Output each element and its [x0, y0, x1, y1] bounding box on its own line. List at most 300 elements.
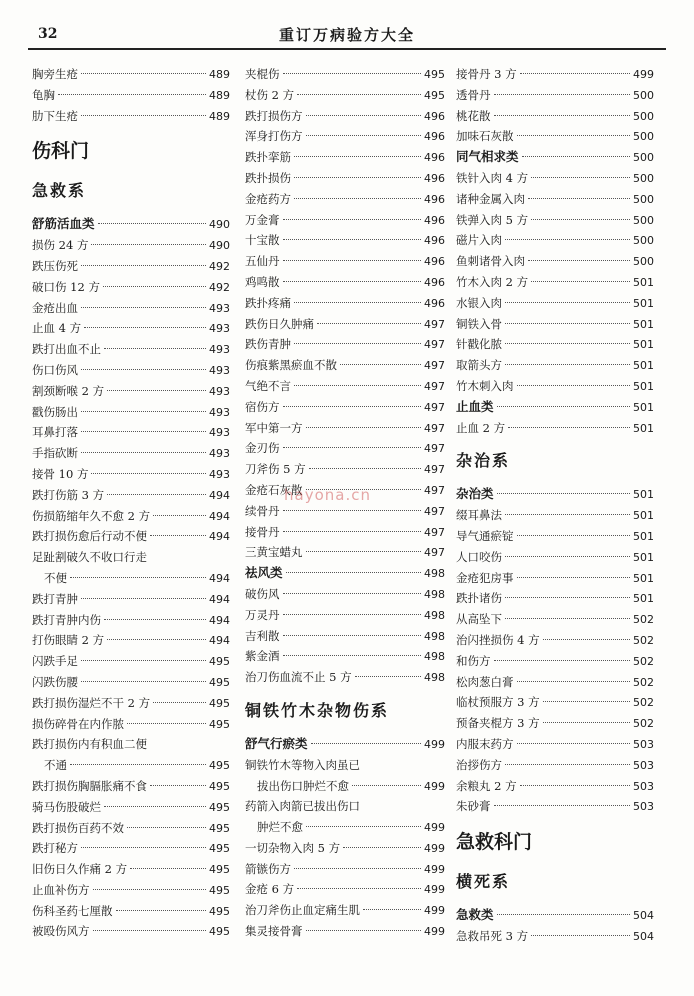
- toc-entry: [245, 817, 445, 838]
- toc-entry: [456, 376, 654, 397]
- entry-page-number: 497: [424, 504, 445, 518]
- dot-leader: [543, 722, 630, 723]
- entry-title: 导气通瘀锭: [456, 528, 514, 543]
- entry-page-number: 493: [209, 301, 230, 315]
- entry-title: 戳伤肠出: [32, 404, 78, 419]
- dot-leader: [522, 156, 630, 157]
- entry-page-number: 501: [633, 529, 654, 543]
- entry-title: 止血 4 方: [32, 321, 82, 336]
- dot-leader: [317, 323, 421, 324]
- dot-leader: [505, 302, 630, 303]
- toc-entry: [245, 418, 445, 439]
- entry-title: 跌扑疼痛: [245, 295, 291, 310]
- dot-leader: [520, 73, 630, 74]
- entry-title: 胸旁生疮: [32, 67, 78, 81]
- entry-page-number: 501: [633, 509, 654, 523]
- entry-page-number: 497: [424, 379, 445, 393]
- dot-leader: [127, 723, 206, 724]
- toc-entry: [245, 796, 445, 817]
- category-entry: [456, 397, 654, 418]
- entry-title: 夹棍伤: [245, 67, 280, 81]
- dot-leader: [283, 219, 422, 220]
- entry-page-number: 497: [424, 317, 445, 331]
- entry-page-number: 496: [424, 275, 445, 289]
- entry-title: 水银入肉: [456, 295, 502, 310]
- toc-entry: [456, 776, 654, 797]
- dot-leader: [497, 493, 630, 494]
- entry-title: 余粮丸 2 方: [456, 778, 517, 793]
- subsection-heading: 横死系: [456, 872, 511, 892]
- dot-leader: [81, 452, 206, 453]
- toc-entry: [245, 85, 445, 106]
- entry-page-number: 493: [209, 343, 230, 357]
- toc-entry: [32, 443, 230, 464]
- entry-title: 破口伤 12 方: [32, 279, 100, 294]
- dot-leader: [543, 639, 630, 640]
- toc-entry: [456, 230, 654, 251]
- toc-entry: [32, 422, 230, 443]
- entry-page-number: 495: [209, 904, 230, 918]
- dot-leader: [150, 535, 206, 536]
- dot-leader: [297, 888, 421, 889]
- dot-leader: [107, 494, 206, 495]
- entry-title: 宿伤方: [245, 399, 280, 414]
- entry-page-number: 504: [633, 909, 654, 923]
- entry-title: 桃花散: [456, 108, 491, 123]
- toc-entry: [456, 251, 654, 272]
- entry-page-number: 490: [209, 239, 230, 253]
- entry-title: 金疮石灰散: [245, 482, 303, 497]
- category-entry: [32, 214, 230, 235]
- entry-title: 破伤风: [245, 586, 280, 601]
- toc-entry: [456, 796, 654, 817]
- entry-title: 针戳化脓: [456, 337, 502, 352]
- dot-leader: [505, 514, 630, 515]
- toc-entry: [456, 189, 654, 210]
- dot-leader: [81, 598, 206, 599]
- dot-leader: [93, 930, 207, 931]
- entry-title: 金疮 6 方: [245, 882, 295, 897]
- entry-title: 接骨 10 方: [32, 466, 89, 481]
- entry-title: 打伤眼睛 2 方: [32, 633, 105, 648]
- toc-entry: [32, 360, 230, 381]
- entry-title: 箭镞伤方: [245, 861, 291, 876]
- entry-page-number: 494: [209, 530, 230, 544]
- entry-title: 预备夹棍方 3 方: [456, 716, 540, 731]
- dot-leader: [306, 551, 422, 552]
- toc-entry: [32, 921, 230, 942]
- entry-title: 伤痕紫黑瘀血不散: [245, 358, 337, 373]
- entry-title: 杂治类: [456, 486, 494, 502]
- dot-leader: [283, 614, 422, 615]
- toc-entry: [456, 355, 654, 376]
- entry-page-number: 497: [424, 400, 445, 414]
- entry-page-number: 502: [633, 675, 654, 689]
- dot-leader: [505, 343, 630, 344]
- entry-page-number: 498: [424, 650, 445, 664]
- toc-entry: [32, 318, 230, 339]
- toc-entry: [456, 85, 654, 106]
- dot-leader: [311, 743, 421, 744]
- entry-page-number: 500: [633, 234, 654, 248]
- entry-title: 接骨丹: [245, 524, 280, 539]
- toc-entry: [456, 210, 654, 231]
- toc-entry: [456, 672, 654, 693]
- entry-page-number: 495: [209, 800, 230, 814]
- toc-entry: [456, 713, 654, 734]
- entry-page-number: 500: [633, 255, 654, 269]
- toc-entry: [32, 506, 230, 527]
- entry-page-number: 499: [424, 779, 445, 793]
- entry-title: 止血补伤方: [32, 882, 90, 897]
- dot-leader: [306, 826, 421, 827]
- entry-title: 不通: [44, 758, 67, 773]
- toc-entry: [245, 210, 445, 231]
- entry-page-number: 489: [209, 88, 230, 102]
- dot-leader: [70, 764, 206, 765]
- dot-leader: [283, 447, 422, 448]
- toc-entry: [245, 859, 445, 880]
- toc-entry: [245, 334, 445, 355]
- dot-leader: [294, 868, 421, 869]
- entry-title: 祛风类: [245, 565, 283, 581]
- toc-entry: [245, 230, 445, 251]
- entry-page-number: 496: [424, 255, 445, 269]
- dot-leader: [497, 914, 630, 915]
- dot-leader: [528, 260, 630, 261]
- toc-entry: [32, 859, 230, 880]
- dot-leader: [127, 827, 206, 828]
- entry-title: 万金膏: [245, 212, 280, 227]
- watermark: hayona.cn: [284, 486, 371, 504]
- dot-leader: [283, 406, 422, 407]
- entry-page-number: 497: [424, 463, 445, 477]
- entry-title: 拔出伤口肿烂不愈: [257, 778, 349, 793]
- dot-leader: [517, 135, 631, 136]
- toc-entry: [245, 626, 445, 647]
- dot-leader: [294, 385, 421, 386]
- entry-title: 透骨丹: [456, 87, 491, 102]
- entry-title: 龟胸: [32, 87, 55, 102]
- entry-page-number: 493: [209, 405, 230, 419]
- entry-title: 舒气行瘀类: [245, 735, 308, 751]
- entry-title: 伤科圣药七厘散: [32, 903, 113, 918]
- dot-leader: [517, 535, 631, 536]
- dot-leader: [130, 868, 206, 869]
- toc-entry: [245, 838, 445, 859]
- entry-title: 浑身打伤方: [245, 129, 303, 144]
- dot-leader: [494, 660, 631, 661]
- entry-page-number: 498: [424, 608, 445, 622]
- dot-leader: [517, 577, 631, 578]
- dot-leader: [294, 302, 421, 303]
- dot-leader: [306, 135, 422, 136]
- entry-page-number: 496: [424, 109, 445, 123]
- entry-page-number: 493: [209, 363, 230, 377]
- dot-leader: [531, 177, 630, 178]
- entry-page-number: 495: [209, 779, 230, 793]
- toc-entry: [32, 402, 230, 423]
- entry-title: 松肉葱白膏: [456, 674, 514, 689]
- dot-leader: [104, 348, 206, 349]
- entry-page-number: 504: [633, 929, 654, 943]
- entry-title: 闪跌手足: [32, 654, 78, 669]
- toc-entry: [245, 251, 445, 272]
- toc-entry: [245, 459, 445, 480]
- category-entry: [456, 147, 654, 168]
- entry-page-number: 502: [633, 633, 654, 647]
- dot-leader: [153, 702, 206, 703]
- category-entry: [456, 905, 654, 926]
- dot-leader: [528, 198, 630, 199]
- toc-entry: [32, 880, 230, 901]
- entry-title: 金刃伤: [245, 441, 280, 456]
- entry-title: 肿烂不愈: [257, 820, 303, 835]
- toc-entry: [32, 901, 230, 922]
- dot-leader: [505, 618, 630, 619]
- dot-leader: [363, 909, 421, 910]
- entry-title: 铜铁入骨: [456, 316, 502, 331]
- dot-leader: [283, 510, 422, 511]
- toc-entry: [245, 314, 445, 335]
- subsection-heading: 急救系: [32, 181, 87, 201]
- toc-entry: [245, 646, 445, 667]
- entry-page-number: 502: [633, 717, 654, 731]
- entry-page-number: 498: [424, 587, 445, 601]
- entry-title: 竹木刺入肉: [456, 378, 514, 393]
- toc-entry: [456, 651, 654, 672]
- entry-title: 伤口伤风: [32, 362, 78, 377]
- toc-entry: [245, 168, 445, 189]
- entry-page-number: 498: [424, 567, 445, 581]
- entry-page-number: 503: [633, 737, 654, 751]
- entry-title: 取箭头方: [456, 358, 502, 373]
- toc-entry: [32, 693, 230, 714]
- toc-entry: [245, 147, 445, 168]
- section-heading: 伤科门: [32, 140, 90, 163]
- page-number: 32: [38, 26, 58, 42]
- entry-title: 跌打损伤百药不效: [32, 820, 124, 835]
- toc-entry: [32, 256, 230, 277]
- dot-leader: [286, 572, 421, 573]
- entry-title: 损伤碎骨在内作脓: [32, 716, 124, 731]
- entry-page-number: 495: [209, 925, 230, 939]
- dot-leader: [306, 427, 422, 428]
- toc-entry: [32, 85, 230, 106]
- entry-title: 跌打损伤胸膈胀痛不食: [32, 778, 147, 793]
- entry-title: 旧伤日久作痛 2 方: [32, 862, 128, 877]
- entry-page-number: 501: [633, 421, 654, 435]
- toc-entry: [32, 568, 230, 589]
- entry-title: 急救类: [456, 907, 494, 923]
- entry-page-number: 494: [209, 592, 230, 606]
- entry-title: 损伤 24 方: [32, 238, 89, 253]
- entry-title: 跌打损伤内有积血二便: [32, 737, 147, 752]
- entry-page-number: 503: [633, 758, 654, 772]
- entry-title: 止血 2 方: [456, 420, 506, 435]
- toc-entry: [32, 298, 230, 319]
- entry-title: 铁针入肉 4 方: [456, 170, 529, 185]
- dot-leader: [116, 910, 207, 911]
- dot-leader: [494, 115, 631, 116]
- entry-page-number: 495: [209, 717, 230, 731]
- toc-entry: [32, 610, 230, 631]
- toc-entry: [32, 464, 230, 485]
- entry-page-number: 502: [633, 696, 654, 710]
- dot-leader: [294, 177, 421, 178]
- toc-entry: [245, 755, 445, 776]
- dot-leader: [306, 930, 422, 931]
- entry-page-number: 499: [633, 68, 654, 81]
- dot-leader: [91, 473, 206, 474]
- entry-page-number: 494: [209, 509, 230, 523]
- entry-title: 止血类: [456, 398, 494, 414]
- toc-entry: [245, 879, 445, 900]
- entry-page-number: 501: [633, 317, 654, 331]
- entry-page-number: 496: [424, 213, 445, 227]
- entry-page-number: 489: [209, 68, 230, 81]
- entry-page-number: 493: [209, 384, 230, 398]
- entry-page-number: 499: [424, 925, 445, 939]
- entry-title: 急救吊死 3 方: [456, 928, 529, 943]
- entry-page-number: 501: [633, 550, 654, 564]
- dot-leader: [294, 198, 421, 199]
- entry-title: 续骨丹: [245, 503, 280, 518]
- entry-page-number: 503: [633, 800, 654, 814]
- entry-title: 跌扑诸伤: [456, 591, 502, 606]
- dot-leader: [505, 556, 630, 557]
- entry-page-number: 494: [209, 571, 230, 585]
- page-header: [28, 22, 666, 50]
- entry-title: 同气相求类: [456, 149, 519, 165]
- entry-title: 跌打损伤方: [245, 108, 303, 123]
- toc-entry: [456, 505, 654, 526]
- entry-page-number: 500: [633, 151, 654, 165]
- entry-title: 金疮出血: [32, 300, 78, 315]
- entry-title: 铁弹入肉 5 方: [456, 212, 529, 227]
- entry-page-number: 497: [424, 546, 445, 560]
- dot-leader: [104, 619, 206, 620]
- toc-entry: [32, 630, 230, 651]
- dot-leader: [104, 806, 206, 807]
- entry-page-number: 494: [209, 634, 230, 648]
- entry-page-number: 489: [209, 109, 230, 123]
- toc-entry: [456, 168, 654, 189]
- entry-page-number: 501: [633, 338, 654, 352]
- toc-entry: [245, 900, 445, 921]
- toc-entry: [456, 926, 654, 947]
- dot-leader: [294, 156, 421, 157]
- entry-page-number: 497: [424, 359, 445, 373]
- entry-title: 骑马伤股破烂: [32, 799, 101, 814]
- entry-page-number: 497: [424, 442, 445, 456]
- toc-entry: [456, 588, 654, 609]
- entry-title: 伤损筋缩年久不愈 2 方: [32, 508, 151, 523]
- entry-title: 从高坠下: [456, 612, 502, 627]
- dot-leader: [153, 515, 206, 516]
- entry-title: 诸种金属入肉: [456, 191, 525, 206]
- entry-title: 一切杂物入肉 5 方: [245, 840, 341, 855]
- toc-entry: [32, 589, 230, 610]
- entry-page-number: 501: [633, 275, 654, 289]
- entry-page-number: 499: [424, 904, 445, 918]
- toc-entry: [245, 126, 445, 147]
- dot-leader: [107, 390, 206, 391]
- entry-page-number: 499: [424, 821, 445, 835]
- dot-leader: [497, 406, 630, 407]
- toc-entry: [32, 547, 230, 568]
- toc-column-3: [456, 64, 654, 947]
- entry-page-number: 495: [209, 863, 230, 877]
- entry-page-number: 500: [633, 171, 654, 185]
- toc-entry: [32, 106, 230, 127]
- entry-title: 跌打青肿内伤: [32, 612, 101, 627]
- entry-page-number: 503: [633, 779, 654, 793]
- toc-entry: [456, 755, 654, 776]
- entry-title: 竹木入肉 2 方: [456, 274, 529, 289]
- entry-page-number: 496: [424, 192, 445, 206]
- toc-entry: [32, 797, 230, 818]
- entry-title: 金疮药方: [245, 191, 291, 206]
- entry-page-number: 495: [424, 88, 445, 102]
- entry-title: 金疮犯房事: [456, 570, 514, 585]
- dot-leader: [531, 935, 630, 936]
- dot-leader: [355, 676, 421, 677]
- dot-leader: [505, 323, 630, 324]
- entry-title: 鱼刺诸骨入肉: [456, 254, 525, 269]
- entry-page-number: 499: [424, 737, 445, 751]
- toc-entry: [32, 651, 230, 672]
- entry-title: 肋下生疮: [32, 108, 78, 123]
- entry-page-number: 497: [424, 421, 445, 435]
- entry-page-number: 496: [424, 234, 445, 248]
- toc-entry: [32, 755, 230, 776]
- dot-leader: [517, 743, 631, 744]
- entry-page-number: 500: [633, 130, 654, 144]
- dot-leader: [505, 239, 630, 240]
- dot-leader: [283, 635, 422, 636]
- entry-title: 跌打青肿: [32, 591, 78, 606]
- toc-entry: [245, 921, 445, 942]
- entry-title: 吉利散: [245, 628, 280, 643]
- entry-page-number: 502: [633, 654, 654, 668]
- entry-title: 治刀斧伤止血定痛生肌: [245, 903, 360, 918]
- dot-leader: [81, 265, 206, 266]
- entry-page-number: 498: [424, 671, 445, 685]
- toc-entry: [456, 418, 654, 439]
- dot-leader: [297, 94, 421, 95]
- toc-entry: [456, 630, 654, 651]
- entry-page-number: 501: [633, 592, 654, 606]
- dot-leader: [531, 219, 630, 220]
- dot-leader: [150, 785, 206, 786]
- dot-leader: [517, 385, 631, 386]
- dot-leader: [81, 115, 206, 116]
- entry-page-number: 493: [209, 426, 230, 440]
- entry-title: 舒筋活血类: [32, 216, 95, 232]
- toc-entry: [245, 106, 445, 127]
- entry-title: 五仙丹: [245, 254, 280, 269]
- entry-page-number: 495: [209, 655, 230, 669]
- dot-leader: [352, 785, 421, 786]
- toc-entry: [32, 381, 230, 402]
- toc-entry: [32, 776, 230, 797]
- entry-page-number: 495: [209, 675, 230, 689]
- dot-leader: [84, 327, 206, 328]
- toc-entry: [456, 734, 654, 755]
- dot-leader: [494, 94, 631, 95]
- toc-entry: [245, 397, 445, 418]
